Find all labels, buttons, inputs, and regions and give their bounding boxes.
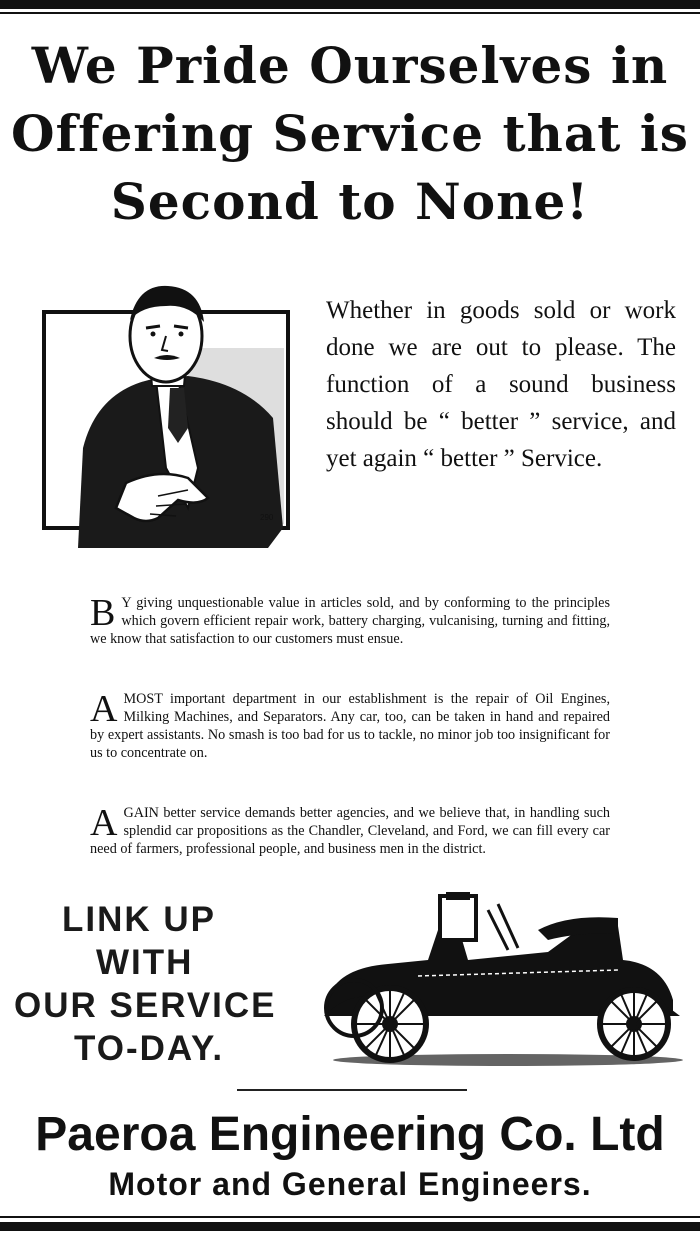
company-tagline: Motor and General Engineers. — [108, 1166, 592, 1202]
top-border-rule — [0, 0, 700, 9]
paragraph-1-text: Y giving unquestionable value in articles sold, and by conforming to the principles which govern efficient repair work, battery charging, vulcanising, turning and fitting, we know that satisfaction to our customers must ensue. — [90, 595, 610, 647]
cta-line-1: LINK UP — [62, 900, 216, 939]
radiator-cap — [446, 892, 470, 900]
section-divider — [237, 1089, 467, 1091]
paragraph-3-text: GAIN better service demands better agencies, and we believe that, in handling such splendid car propositions as the Chandler, Cleveland, and Ford, we can fill every car need of farmers, professional people, and business men in the district. — [90, 805, 610, 857]
paragraph-1 — [90, 594, 610, 648]
salesman-illustration — [38, 268, 308, 558]
intro-text: Whether in goods sold or work done we are out to please. The function of a sound business should be “ better ” service, and yet again “ better ” Service. — [326, 297, 676, 472]
bottom-border-rule — [0, 1222, 700, 1231]
call-to-action — [0, 898, 310, 1070]
plate-number: 290 — [260, 513, 274, 522]
top-border-rule-thin — [0, 12, 700, 14]
car-radiator — [440, 896, 476, 940]
headline — [0, 32, 700, 236]
paragraph-2 — [90, 690, 610, 762]
cta-line-2: WITH — [96, 943, 194, 982]
headline-line-3: Second to None! — [110, 172, 590, 231]
paragraph-3-initial: A — [90, 802, 118, 844]
paragraph-2-text: MOST important department in our establishment is the repair of Oil Engines, Milking Machines, and Separators. Any car, too, can be taken in hand and repaired by expert assistants. No smash is too bad for us to tackle, no minor job too insignificant for us to concentrate on. — [90, 691, 610, 761]
eye-left — [151, 332, 156, 337]
windshield — [488, 904, 518, 950]
paragraph-3 — [90, 804, 610, 858]
front-wheel — [354, 988, 426, 1060]
paragraph-2-initial: A — [90, 688, 118, 730]
company-name: Paeroa Engineering Co. Ltd — [35, 1108, 665, 1161]
headline-line-2: Offering Service that is — [11, 104, 689, 163]
cta-line-4: TO-DAY. — [74, 1029, 225, 1068]
eye-right — [179, 332, 184, 337]
paragraph-1-initial: B — [90, 592, 116, 634]
headline-line-1: We Pride Ourselves in — [31, 36, 669, 95]
cta-line-3: OUR SERVICE — [14, 986, 277, 1025]
vintage-car-illustration — [318, 890, 688, 1070]
bottom-border-rule-thin — [0, 1216, 700, 1218]
rear-wheel — [600, 990, 668, 1058]
